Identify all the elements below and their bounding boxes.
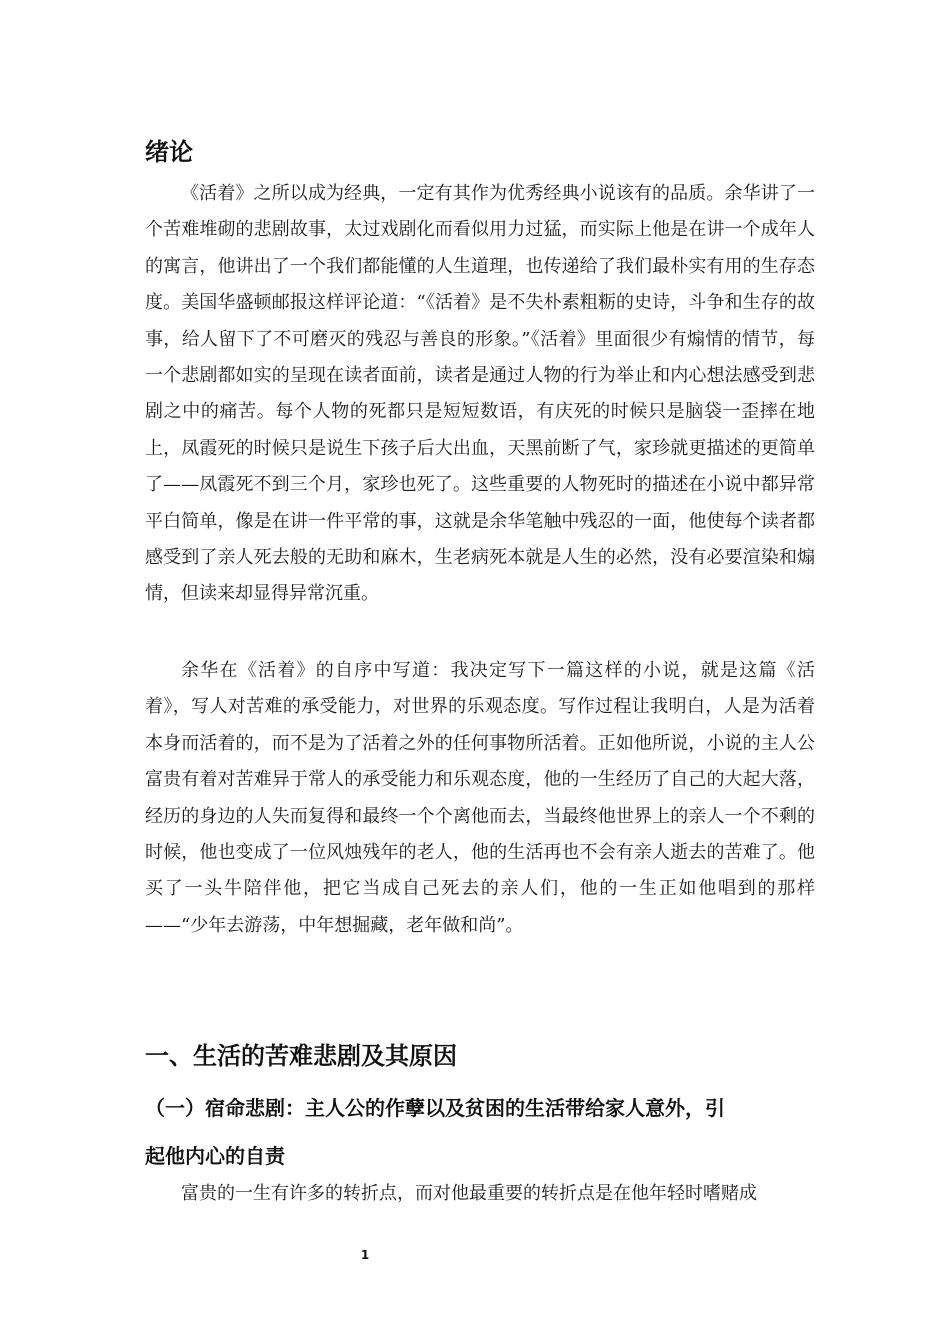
section-paragraph: 富贵的一生有许多的转折点，而对他最重要的转折点是在他年轻时嗜赌成 [181,1183,757,1204]
intro-paragraph-2: 余华在《活着》的自序中写道：我决定写下一篇这样的小说，就是这篇《活着》，写人对苦难的承受能力，对世界的乐观态度。写作过程让我明白，人是为活着本身而活着的，而不是为了活着之外的任何事物所活着。正如他所说，小说的主人公富贵有着对苦难异于常人的承受能力和乐观态度，他的一生经历了自己的大起大落，经历的身边的人失而复得和最终一个个离他而去，当最终他世界上的亲人一个不剩的时候，他也变成了一位风烛残年的老人，他的生活再也不会有亲人逝去的苦难了。他买了一头牛陪伴他，把它当成自己死去的亲人们，他的一生正如他唱到的那样——“少年去游荡，中年想掘藏，老年做和尚”。 [145,660,815,936]
page-number: 1 [360,1248,370,1262]
subsection-heading-line-1: （一）宿命悲剧：主人公的作孽以及贫困的生活带给家人意外，引 [145,1096,725,1120]
section-heading: 一、生活的苦难悲剧及其原因 [145,1042,457,1070]
intro-paragraph-1: 《活着》之所以成为经典，一定有其作为优秀经典小说该有的品质。余华讲了一个苦难堆砌的悲剧故事，太过戏剧化而看似用力过猛，而实际上他是在讲一个成年人的寓言，他讲出了一个我们都能懂的人生道理，也传递给了我们最朴实有用的生存态度。美国华盛顿邮报这样评论道：“《活着》是不失朴素粗粝的史诗，斗争和生存的故事，给人留下了不可磨灭的残忍与善良的形象。”《活着》里面很少有煽情的情节，每一个悲剧都如实的呈现在读者面前，读者是通过人物的行为举止和内心想法感受到悲剧之中的痛苦。每个人物的死都只是短短数语，有庆死的时候只是脑袋一歪摔在地上，凤霞死的时候只是说生下孩子后大出血，天黑前断了气，家珍就更描述的更简单了——凤霞死不到三个月，家珍也死了。这些重要的人物死时的描述在小说中都异常平白简单，像是在讲一件平常的事，这就是余华笔触中残忍的一面，他使每个读者都感受到了亲人死去般的无助和麻木，生老病死本就是人生的必然，没有必要渲染和煽情，但读来却显得异常沉重。 [145,183,815,605]
subsection-heading-line-2: 起他内心的自责 [145,1144,285,1168]
intro-heading: 绪论 [145,138,193,166]
